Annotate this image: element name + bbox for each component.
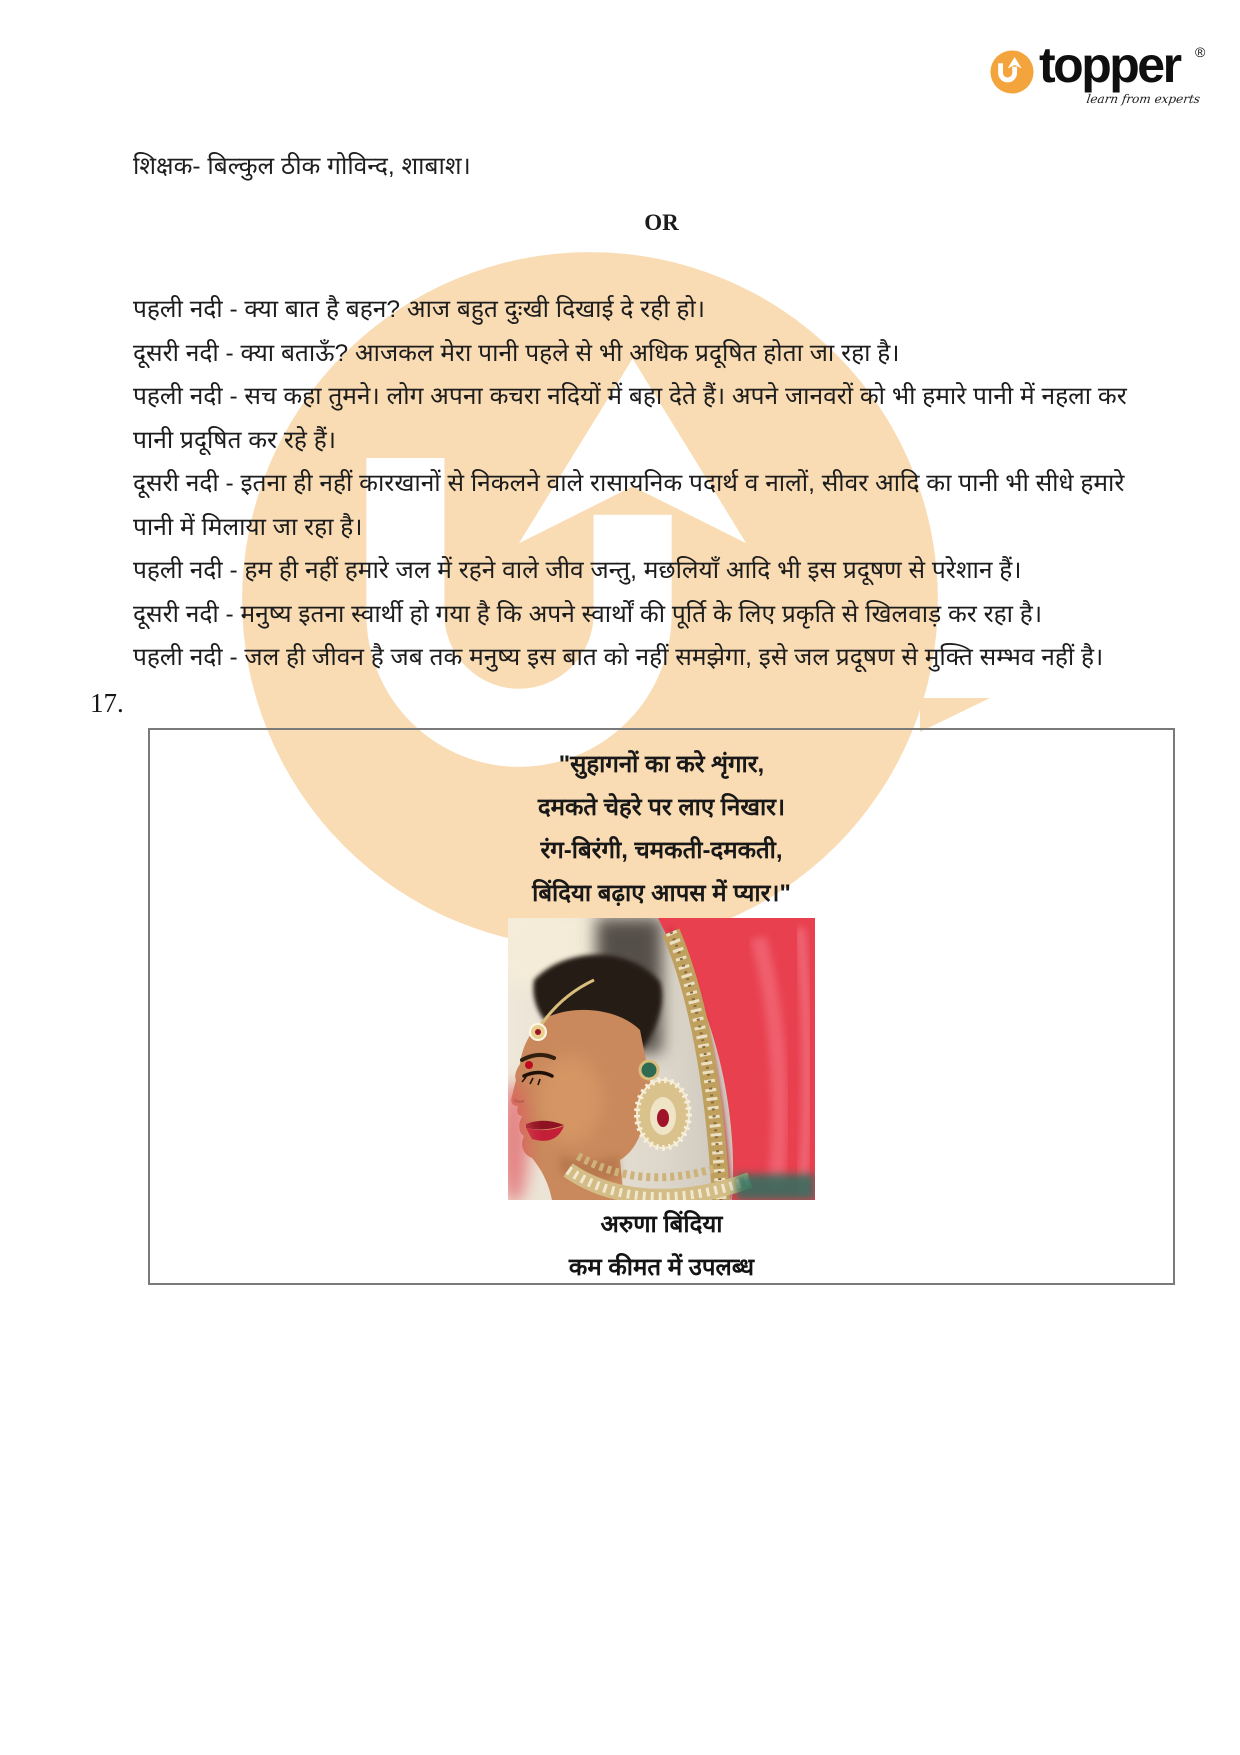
dialogue-line: दूसरी नदी - क्या बताऊँ? आजकल मेरा पानी पहले से भी अधिक प्रदूषित होता जा रहा है। [133,339,900,367]
dialogue-line: दूसरी नदी - इतना ही नहीं कारखानों से निकलने वाले रासायनिक पदार्थ व नालों, सीवर आदि का पानी भी सीधे हमारे [133,470,1125,497]
dialogue-line: दूसरी नदी - मनुष्य इतना स्वार्थी हो गया है कि अपने स्वार्थों की पूर्ति के लिए प्रकृति से खिलवाड़ कर रहा है। [133,600,1043,628]
poem-line: "सुहागनों का करे शृंगार, [558,751,765,778]
dialogue-line: पहली नदी - हम ही नहीं हमारे जल में रहने वाले जीव जन्तु, मछलियाँ आदि भी इस प्रदूषण से परेशान हैं। [133,557,1022,584]
registered-mark: ® [1195,44,1206,60]
u-arrow-icon [990,50,1034,94]
dialogue-line: पानी प्रदूषित कर रहे हैं। [133,426,337,454]
poem-line: दमकते चेहरे पर लाए निखार। [537,794,786,821]
dialogue-line: पहली नदी - सच कहा तुमने। लोग अपना कचरा नदियों में बहा देते हैं। अपने जानवरों को भी हमारे पानी में नहला कर [133,383,1127,410]
caption-line: अरुणा बिंदिया [600,1211,723,1238]
poem-line: बिंदिया बढ़ाए आपस में प्यार।" [532,880,791,907]
dialogue-line: पानी में मिलाया जा रहा है। [133,513,363,541]
or-separator: OR [644,210,679,235]
caption-line: कम कीमत में उपलब्ध [568,1254,755,1281]
ad-captions [150,1203,1173,1285]
brand-name: topper [1039,37,1180,93]
bride-image [508,918,815,1200]
dialogue-line: पहली नदी - जल ही जीवन है जब तक मनुष्य इस बात को नहीं समझेगा, इसे जल प्रदूषण से मुक्ति सम्भव नहीं है। [133,644,1104,671]
advertisement-box [148,728,1175,1285]
dialogue-line: पहली नदी - क्या बात है बहन? आज बहुत दुःखी दिखाई दे रही हो। [133,296,705,323]
teacher-dialogue-line: शिक्षक- बिल्कुल ठीक गोविन्द, शाबाश। [133,153,471,180]
ad-poem [150,730,1173,915]
question-number: 17. [90,688,124,718]
brand-tagline: learn from experts [1085,92,1201,106]
brand-logo [985,37,1225,114]
poem-line: रंग-बिरंगी, चमकती-दमकती, [540,837,783,864]
river-dialogue [133,288,1190,680]
